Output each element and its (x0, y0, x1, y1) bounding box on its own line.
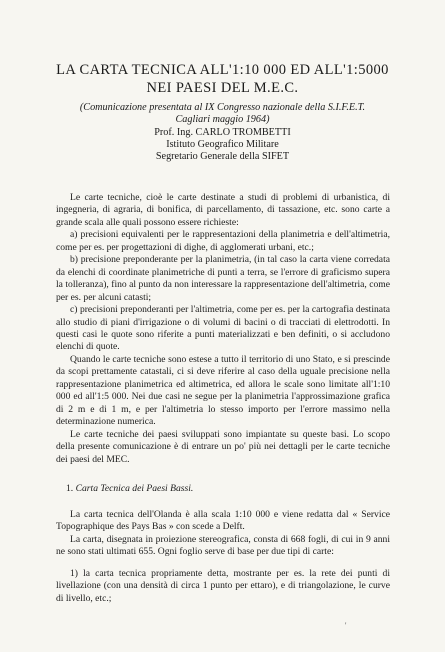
subtitle-line-2: Cagliari maggio 1964) (175, 114, 270, 125)
subtitle-line-1: (Comunicazione presentata al IX Congresso nazionale della S.I.F.E.T. (79, 102, 366, 113)
section-1-number: 1. (66, 483, 74, 494)
intro-paragraph-2: Quando le carte tecniche sono estese a tutto il territorio di uno Stato, e si prescinde da scopi prettamente catastali, ci si deve riferire al caso della uguale precisione nella rappresentazione planimetrica ed altimetrica, ed allora le scale sono limitate all'1:10 000 ed all'1:5 000. Nei due casi ne segue per la planimetria l'approssimazione grafica di 2 m e di 1 m, e per l'altimetria lo stesso importo per l'errore massimo nella determinazione numerica. (56, 353, 390, 428)
section-1-paragraph-2: La carta, disegnata in proiezione stereografica, consta di 668 fogli, di cui in 9 anni ne sono stati ultimati 655. Ogni foglio serve di base per due tipi di carte: (56, 533, 390, 558)
intro-section (56, 192, 390, 466)
intro-item-a: a) precisioni equivalenti per le rappresentazioni della planimetria e dell'altimetria, come per es. per progettazioni di dighe, di agglomerati urbani, etc.; (56, 229, 390, 253)
author-institution: Istituto Geografico Militare (166, 139, 279, 150)
section-1-paragraph-1: La carta tecnica dell'Olanda è alla scala 1:10 000 e viene redatta dal « Service Topographique des Pays Bas » con scede a Delft. (56, 509, 390, 533)
intro-paragraph-3: Le carte tecniche dei paesi sviluppati sono impiantate su queste basi. Lo scopo della presente comunicazione è di entrare un po' più nei dettagli per le carte tecniche dei paesi del MEC. (56, 428, 390, 465)
section-1-body (56, 509, 390, 605)
section-1-item-1: 1) la carta tecnica propriamente detta, mostrante per es. la rete dei punti di livellazione (con una densità di circa 1 punto per ettaro), e di triangolazione, le curve di livello, etc.; (56, 567, 390, 604)
intro-paragraph-1: Le carte tecniche, cioè le carte destinate a studi di problemi di urbanistica, di ingegneria, di agraria, di bonifica, di parcellamento, di tassazione, etc. sono carte a grande scala alle quali possono essere richieste: (56, 192, 390, 228)
title-line-2: NEI PAESI DEL M.E.C. (146, 80, 299, 96)
author-name: Prof. Ing. CARLO TROMBETTI (154, 127, 291, 138)
title-line-1: LA CARTA TECNICA ALL'1:10 000 ED ALL'1:5000 (56, 62, 389, 78)
intro-item-b: b) precisione preponderante per la planimetria, (in tal caso la carta viene corredata da elenchi di coordinate planimetriche di punti a terra, se l'errore di graficismo supera la tolleranza), fino al punto da non interessare la rappresentazione dell'altimetria, come per es. per alcuni catasti; (56, 254, 390, 303)
section-1-heading (66, 483, 193, 495)
author-role: Segretario Generale della SIFET (155, 151, 290, 162)
page-mark: ' (345, 621, 347, 630)
section-1-title: Carta Tecnica dei Paesi Bassi. (75, 483, 194, 494)
intro-item-c: c) precisioni preponderanti per l'altimetria, come per es. per la cartografia destinata allo studio di piani d'irrigazione o di volumi di bacini o di tracciati di elettrodotti. In questi casi le quote sono riferite a punti materializzati e ben definiti, o si accludono elenchi di quote. (56, 304, 390, 353)
